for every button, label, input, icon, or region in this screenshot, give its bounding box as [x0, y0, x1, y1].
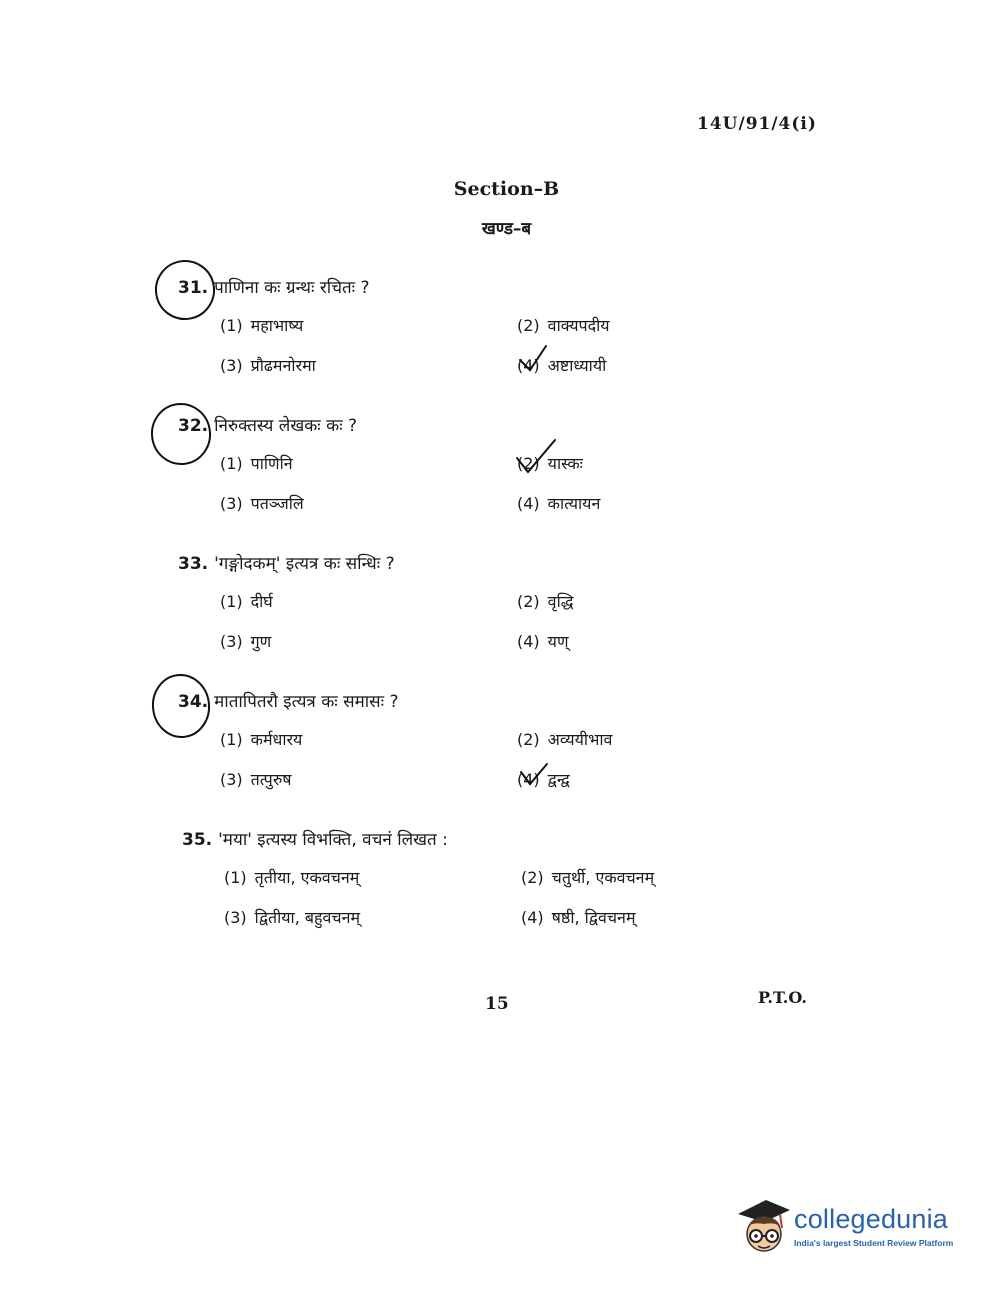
- question-34: [178, 690, 778, 808]
- question-number: 35.: [182, 830, 213, 850]
- option-4: (4) द्वन्द्व: [517, 770, 570, 789]
- options: [220, 590, 778, 670]
- mascot-icon: [734, 1196, 794, 1260]
- option-1: (1) महाभाष्य: [220, 316, 304, 335]
- section-title: Section–B: [453, 178, 560, 200]
- option-2: (2) वाक्यपदीय: [517, 316, 610, 335]
- question-stem: [178, 276, 778, 300]
- options: [220, 452, 778, 532]
- question-stem: [178, 414, 778, 438]
- paper-code: 14U/91/4(i): [697, 114, 817, 134]
- question-text: 'गङ्गोदकम्' इत्यत्र कः सन्धिः ?: [214, 554, 395, 574]
- question-stem: [182, 828, 782, 852]
- option-1: (1) तृतीया, एकवचनम्: [224, 868, 360, 887]
- option-4: (4) यण्: [517, 632, 569, 651]
- option-3: (3) प्रौढमनोरमा: [220, 356, 316, 375]
- question-number: 31.: [178, 278, 209, 298]
- watermark-logo: [734, 1196, 964, 1260]
- option-2: (2) वृद्धि: [517, 592, 574, 611]
- question-number: 33.: [178, 554, 209, 574]
- option-2: (2) यास्कः: [517, 454, 583, 473]
- question-stem: [178, 690, 778, 714]
- question-stem: [178, 552, 778, 576]
- option-2: (2) अव्ययीभाव: [517, 730, 613, 749]
- question-text: निरुक्तस्य लेखकः कः ?: [214, 416, 358, 436]
- options: [220, 314, 778, 394]
- options: [220, 728, 778, 808]
- question-number: 34.: [178, 692, 209, 712]
- question-35: [182, 828, 782, 946]
- option-4: (4) षष्ठी, द्विवचनम्: [521, 908, 636, 927]
- page-number: 15: [485, 994, 509, 1014]
- question-32: [178, 414, 778, 532]
- question-33: [178, 552, 778, 670]
- option-4: (4) कात्यायन: [517, 494, 601, 513]
- option-1: (1) पाणिनि: [220, 454, 293, 473]
- section-subtitle: खण्ड–ब: [481, 219, 532, 239]
- question-31: [178, 276, 778, 394]
- question-text: मातापितरौ इत्यत्र कः समासः ?: [214, 692, 399, 712]
- option-3: (3) तत्पुरुष: [220, 770, 292, 789]
- question-number: 32.: [178, 416, 209, 436]
- option-2: (2) चतुर्थी, एकवचनम्: [521, 868, 655, 887]
- brand-tagline: India's largest Student Review Platform: [794, 1238, 954, 1248]
- option-1: (1) दीर्घ: [220, 592, 273, 611]
- question-text: 'मया' इत्यस्य विभक्ति, वचनं लिखत :: [218, 830, 448, 850]
- option-3: (3) द्वितीया, बहुवचनम्: [224, 908, 361, 927]
- option-4: (4) अष्टाध्यायी: [517, 356, 607, 375]
- option-1: (1) कर्मधारय: [220, 730, 303, 749]
- option-3: (3) गुण: [220, 632, 272, 651]
- question-text: पाणिना कः ग्रन्थः रचितः ?: [214, 278, 370, 298]
- option-3: (3) पतञ्जलि: [220, 494, 304, 513]
- options: [224, 866, 782, 946]
- brand-name: collegedunia: [794, 1204, 949, 1234]
- pto-label: P.T.O.: [758, 988, 807, 1007]
